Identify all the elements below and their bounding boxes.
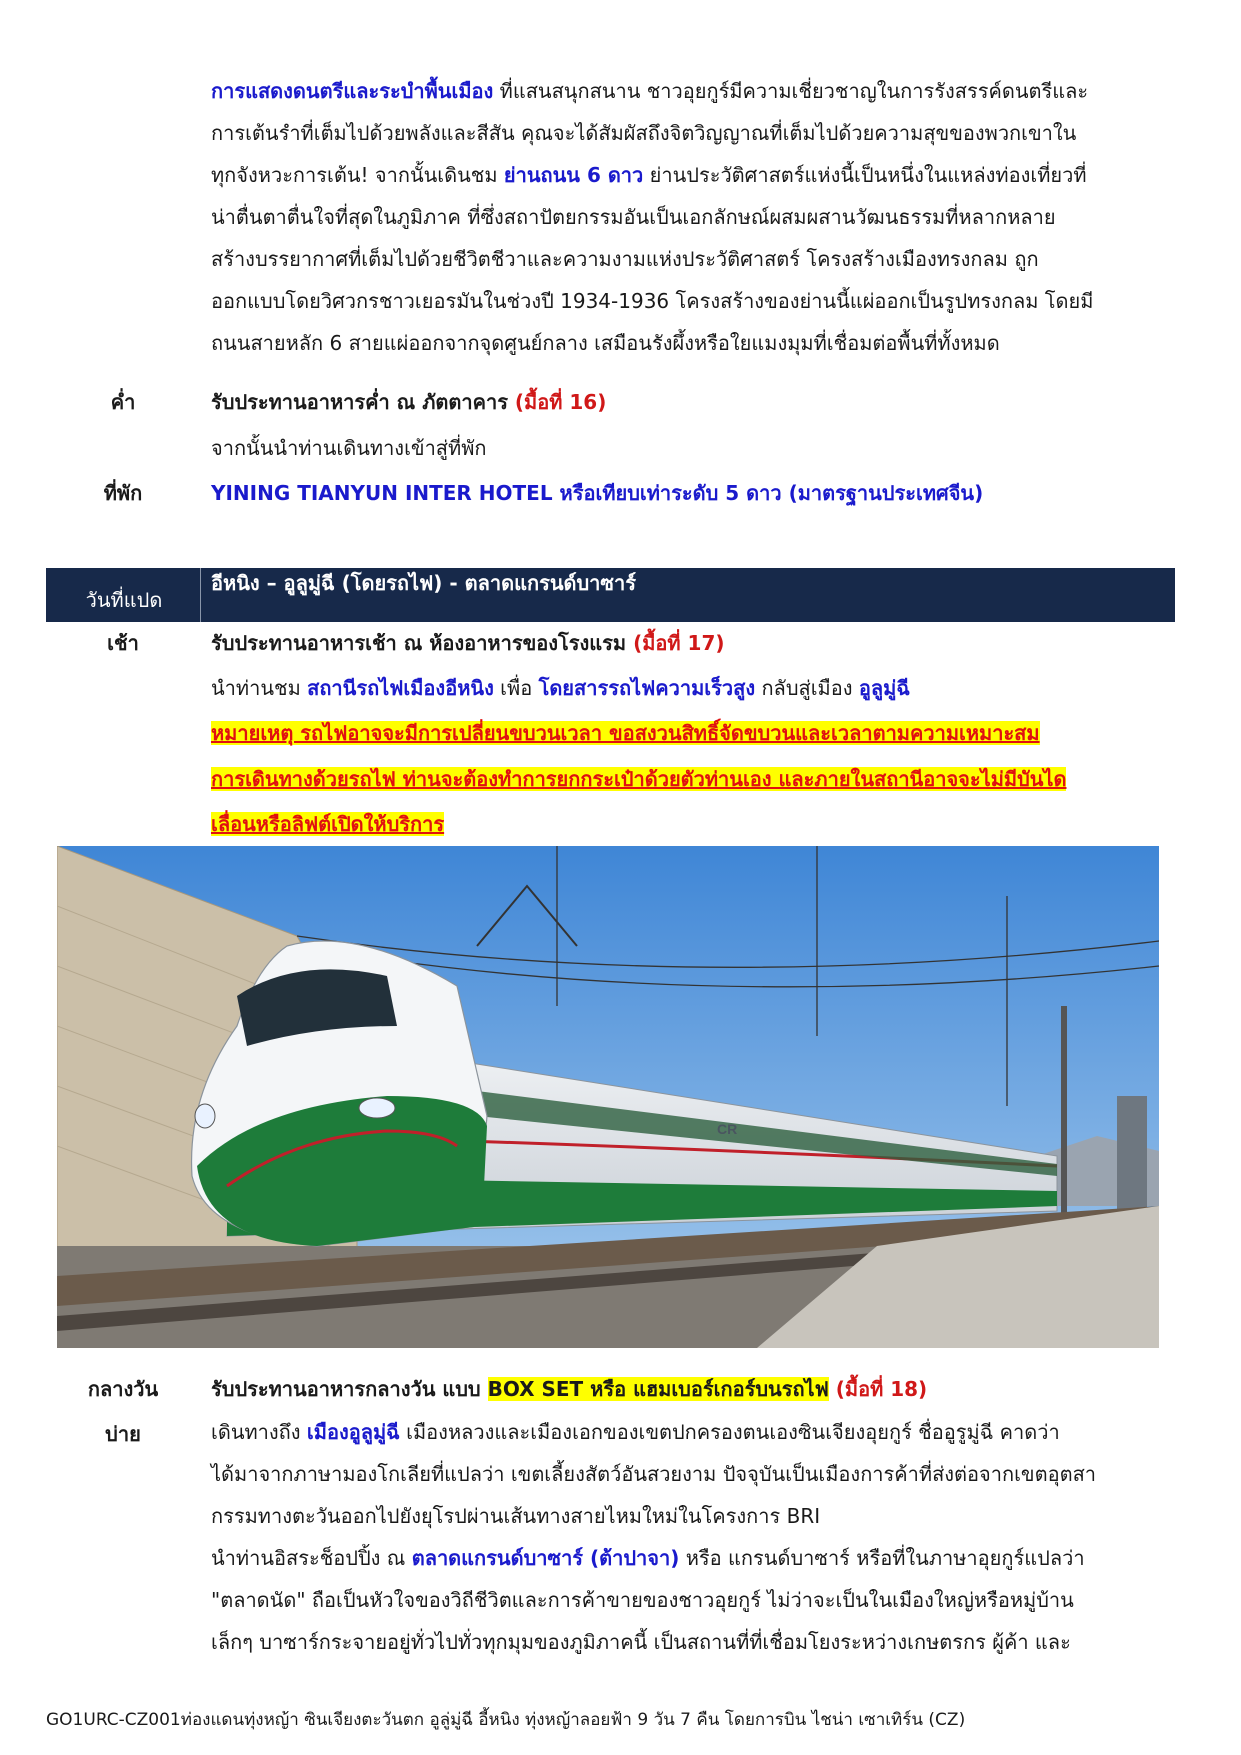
lunch-text: รับประทานอาหารกลางวัน แบบ BOX SET หรือ แฮมเบอร์เกอร์บนรถไฟ (มื้อที่ 18) <box>211 1377 928 1401</box>
station-visit-text: นำท่านชม สถานีรถไฟเมืองอีหนิง เพื่อ โดยสารรถไฟความเร็วสูง กลับสู่เมือง อูลูมู่ฉี <box>211 676 910 700</box>
intro-line: ออกแบบโดยวิศวกรชาวเยอรมันในช่วงปี 1934-1936 โครงสร้างของย่านนี้แผ่ออกเป็นรูปทรงกลม โดยมี <box>211 289 1094 313</box>
day-title: อีหนิง – อูลูมู่ฉี (โดยรถไฟ) - ตลาดแกรนด์บาซาร์ <box>211 571 636 595</box>
intro-paragraph <box>211 70 1181 364</box>
intro-line: ถนนสายหลัก 6 สายแผ่ออกจากจุดศูนย์กลาง เสมือนรังผึ้งหรือใยแมงมุมที่เชื่อมต่อพื้นที่ทั้งหมด <box>211 331 1000 355</box>
train-note-line: การเดินทางด้วยรถไฟ ท่านจะต้องทำการยกกระเป๋าด้วยตัวท่านเอง และภายในสถานีอาจจะไม่มีบันได <box>211 767 1067 791</box>
afternoon-line: เล็กๆ บาซาร์กระจายอยู่ทั่วไปทั่วทุกมุมของภูมิภาคนี้ เป็นสถานที่ที่เชื่อมโยงระหว่างเกษตรกร ผู้ค้า และ <box>211 1630 1071 1654</box>
afternoon-label: บ่าย <box>105 1422 141 1446</box>
urumqi-highlight: เมืองอูลูมู่ฉี <box>306 1420 400 1444</box>
intro-line: การแสดงดนตรีและระบำพื้นเมือง ที่แสนสนุกสนาน ชาวอุยกูร์มีความเชี่ยวชาญในการรังสรรค์ดนตรีและ <box>211 79 1089 103</box>
highlight-music-dance: การแสดงดนตรีและระบำพื้นเมือง <box>211 79 494 103</box>
afternoon-line: กรรมทางตะวันออกไปยังยุโรปผ่านเส้นทางสายไหมใหม่ในโครงการ BRI <box>211 1504 821 1528</box>
dinner-after-text: จากนั้นนำท่านเดินทางเข้าสู่ที่พัก <box>211 436 487 460</box>
meal-number: (มื้อที่ 16) <box>514 390 607 414</box>
day-header-divider <box>200 568 201 622</box>
highlight-six-star-street: ย่านถนน 6 ดาว <box>503 163 644 187</box>
high-speed-train-photo <box>57 846 1159 1348</box>
page-footer: GO1URC-CZ001ท่องแดนทุ่งหญ้า ซินเจียงตะวันตก อูลู่มู่ฉี อี้หนิง ทุ่งหญ้าลอยฟ้า 9 วัน 7 คืน โดยการบิน ไชน่า เซาเทิร์น (CZ) <box>46 1710 966 1730</box>
train-note-line: เลื่อนหรือลิฟต์เปิดให้บริการ <box>211 812 445 836</box>
day-label: วันที่แปด <box>85 588 163 612</box>
hotel-label: ที่พัก <box>103 481 143 505</box>
grand-bazaar-highlight: ตลาดแกรนด์บาซาร์ (ต้าปาจา) <box>411 1546 680 1570</box>
intro-line: ทุกจังหวะการเต้น! จากนั้นเดินชม ย่านถนน 6 ดาว ย่านประวัติศาสตร์แห่งนี้เป็นหนึ่งในแหล่งท่องเที่ยวที่ <box>211 163 1087 187</box>
dinner-label: ค่ำ <box>110 390 136 414</box>
hotel-name: YINING TIANYUN INTER HOTEL หรือเทียบเท่าระดับ 5 ดาว (มาตรฐานประเทศจีน) <box>211 481 984 505</box>
train-note-line: หมายเหตุ รถไฟอาจจะมีการเปลี่ยนขบวนเวลา ขอสงวนสิทธิ์จัดขบวนและเวลาตามความเหมาะสม <box>211 721 1040 745</box>
breakfast-label: เช้า <box>107 631 139 655</box>
meal-number: (มื้อที่ 17) <box>633 631 725 655</box>
lunch-label: กลางวัน <box>87 1377 159 1401</box>
afternoon-paragraph <box>211 1411 1181 1663</box>
afternoon-line: เดินทางถึง เมืองอูลูมู่ฉี เมืองหลวงและเมืองเอกของเขตปกครองตนเองซินเจียงอุยกูร์ ชื่ออูรูมู่ฉี คาดว่า <box>211 1420 1060 1444</box>
meal-number: (มื้อที่ 18) <box>828 1377 928 1401</box>
train-logo-text: CR <box>717 1121 738 1137</box>
intro-line: น่าตื่นตาตื่นใจที่สุดในภูมิภาค ที่ซึ่งสถาปัตยกรรมอันเป็นเอกลักษณ์ผสมผสานวัฒนธรรมที่หลากหลาย <box>211 205 1056 229</box>
afternoon-line: นำท่านอิสระช็อปปิ้ง ณ ตลาดแกรนด์บาซาร์ (ต้าปาจา) หรือ แกรนด์บาซาร์ หรือที่ในภาษาอุยกูร์แปลว่า <box>211 1546 1085 1570</box>
afternoon-line: ได้มาจากภาษามองโกเลียที่แปลว่า เขตเลี้ยงสัตว์อันสวยงาม ปัจจุบันเป็นเมืองการค้าที่ส่งต่อจากเขตอุตสา <box>211 1462 1097 1486</box>
dinner-text: รับประทานอาหารค่ำ ณ ภัตตาคาร (มื้อที่ 16) <box>211 390 607 414</box>
intro-line: สร้างบรรยากาศที่เต็มไปด้วยชีวิตชีวาและความงามแห่งประวัติศาสตร์ โครงสร้างเมืองทรงกลม ถูก <box>211 247 1039 271</box>
box-set-highlight: BOX SET หรือ แฮมเบอร์เกอร์บนรถไฟ <box>487 1377 829 1401</box>
intro-line: การเต้นรำที่เต็มไปด้วยพลังและสีสัน คุณจะได้สัมผัสถึงจิตวิญญาณที่เต็มไปด้วยความสุขของพวกเขาใน <box>211 121 1077 145</box>
breakfast-text: รับประทานอาหารเช้า ณ ห้องอาหารของโรงแรม (มื้อที่ 17) <box>211 631 725 655</box>
afternoon-line: "ตลาดนัด" ถือเป็นหัวใจของวิถีชีวิตและการค้าขายของชาวอุยกูร์ ไม่ว่าจะเป็นในเมืองใหญ่หรือหมู่บ้าน <box>211 1588 1074 1612</box>
